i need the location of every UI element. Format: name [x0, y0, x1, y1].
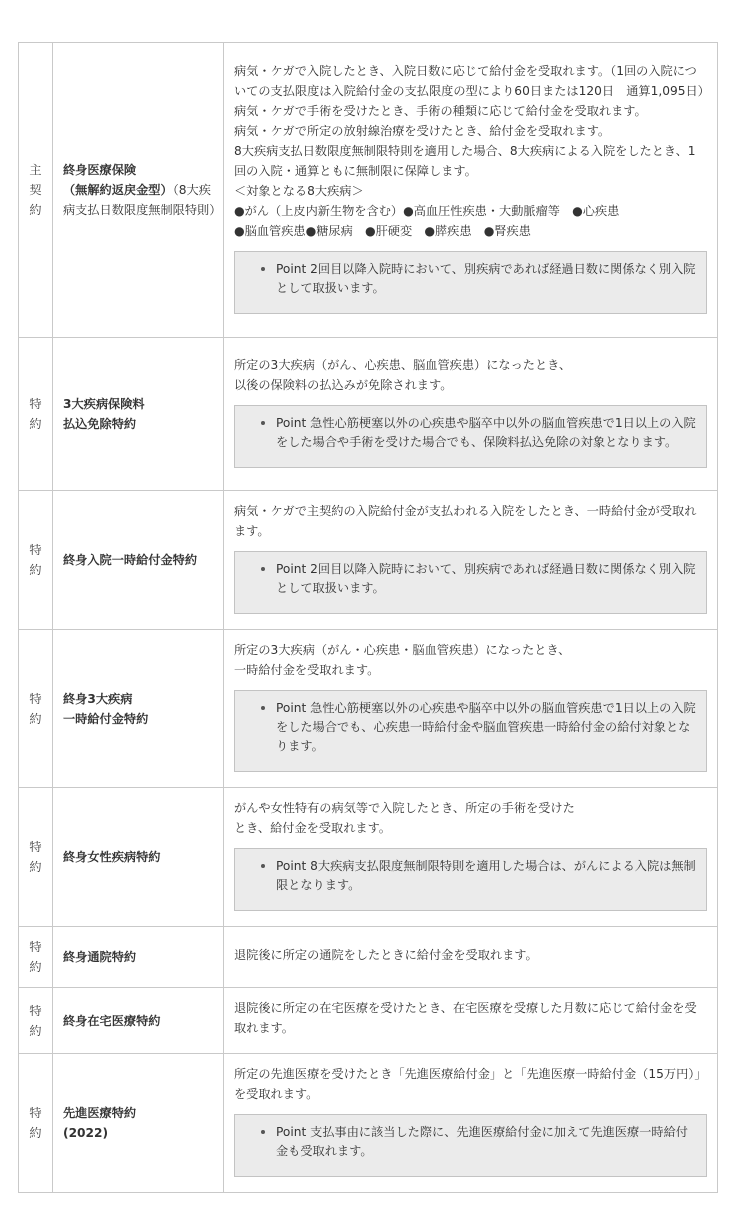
- contract-type-char: 約: [29, 1126, 42, 1140]
- bullet-icon: [261, 567, 265, 571]
- point-text: Point 2回目以降入院時において、別疾病であれば経過日数に関係なく別入院として取扱います。: [276, 262, 696, 295]
- bullet-icon: [261, 421, 265, 425]
- bullet-icon: [261, 267, 265, 271]
- benefit-name-note: （8大疾病支払日数限度無制限特則）: [63, 183, 222, 217]
- contract-type-cell: [19, 788, 53, 927]
- contract-type-cell: [19, 927, 53, 988]
- description-line: 退院後に所定の在宅医療を受けたとき、在宅医療を受療した月数に応じて給付金を受取れます。: [234, 1001, 697, 1035]
- point-text: Point 支払事由に該当した際に、先進医療給付金に加えて先進医療一時給付金も受取れます。: [276, 1125, 688, 1158]
- contract-type-char: 主: [29, 163, 42, 177]
- benefit-row: [19, 927, 718, 988]
- contract-type-char: 約: [29, 417, 42, 431]
- description-line: がんや女性特有の病気等で入院したとき、所定の手術を受けた: [234, 801, 575, 815]
- benefit-name: 先進医療特約: [63, 1106, 137, 1120]
- benefit-name: 終身医療保険: [63, 163, 137, 177]
- benefit-name-cell: [53, 43, 224, 338]
- benefit-name: 払込免除特約: [63, 417, 137, 431]
- benefits-table: [18, 42, 718, 1193]
- description-line: 所定の3大疾病（がん、心疾患、脳血管疾患）になったとき、: [234, 358, 572, 372]
- benefit-row: [19, 338, 718, 491]
- point-box: [234, 551, 707, 614]
- bullet-icon: [261, 1130, 265, 1134]
- contract-type-cell: [19, 1054, 53, 1193]
- contract-type-char: 特: [29, 1003, 42, 1018]
- contract-type-char: 特: [29, 940, 42, 954]
- point-box: [234, 251, 707, 314]
- benefit-name: 終身3大疾病: [63, 691, 133, 706]
- contract-type-char: 特: [29, 543, 42, 557]
- description-line: ●がん（上皮内新生物を含む）●高血圧性疾患・大動脈瘤等 ●心疾患: [234, 204, 620, 218]
- benefit-name: 終身入院一時給付金特約: [63, 553, 198, 567]
- benefit-description-cell: [224, 988, 718, 1054]
- description-line: 病気・ケガで所定の放射線治療を受けたとき、給付金を受取れます。: [234, 124, 611, 138]
- contract-type-cell: [19, 491, 53, 630]
- benefit-name-cell: [53, 988, 224, 1054]
- benefit-name: (2022): [63, 1126, 109, 1140]
- contract-type-char: 契: [29, 183, 42, 197]
- benefit-description-cell: [224, 630, 718, 788]
- benefit-name-cell: [53, 1054, 224, 1193]
- benefit-name-cell: [53, 630, 224, 788]
- point-text: Point 8大疾病支払限度無制限特則を適用した場合は、がんによる入院は無制限となります。: [276, 859, 696, 892]
- benefit-description-cell: [224, 1054, 718, 1193]
- benefit-name-cell: [53, 338, 224, 491]
- contract-type-cell: [19, 43, 53, 338]
- benefit-name: 終身女性疾病特約: [63, 850, 161, 864]
- bullet-icon: [261, 706, 265, 710]
- benefit-description-cell: [224, 491, 718, 630]
- contract-type-cell: [19, 630, 53, 788]
- contract-type-char: 約: [29, 860, 42, 874]
- description-line: 病気・ケガで主契約の入院給付金が支払われる入院をしたとき、一時給付金が受取れます。: [234, 504, 697, 538]
- benefit-row: [19, 1054, 718, 1193]
- benefit-name: 3大疾病保険料: [63, 397, 145, 411]
- benefit-row: [19, 491, 718, 630]
- benefit-name-cell: [53, 788, 224, 927]
- benefit-name: 一時給付金特約: [63, 711, 149, 726]
- description-line: 所定の3大疾病（がん・心疾患・脳血管疾患）になったとき、: [234, 643, 571, 657]
- benefit-row: [19, 630, 718, 788]
- benefit-description-cell: [224, 788, 718, 927]
- description-line: 病気・ケガで入院したとき、入院日数に応じて給付金を受取れます。（1回の入院についての支払限度は入院給付金の支払限度の型により60日または120日 通算1,095日）: [234, 64, 710, 98]
- contract-type-char: 約: [29, 960, 42, 974]
- benefit-name-cell: [53, 927, 224, 988]
- point-text: Point 2回目以降入院時において、別疾病であれば経過日数に関係なく別入院として取扱います。: [276, 562, 696, 595]
- point-box: [234, 690, 707, 772]
- contract-type-cell: [19, 988, 53, 1054]
- bullet-icon: [261, 864, 265, 868]
- description-line: 病気・ケガで手術を受けたとき、手術の種類に応じて給付金を受取れます。: [234, 104, 647, 118]
- description-line: 退院後に所定の通院をしたときに給付金を受取れます。: [234, 947, 538, 962]
- point-text: Point 急性心筋梗塞以外の心疾患や脳卒中以外の脳血管疾患で1日以上の入院をした場合や手術を受けた場合でも、保険料払込免除の対象となります。: [276, 416, 696, 449]
- benefit-description-cell: [224, 927, 718, 988]
- point-box: [234, 848, 707, 911]
- point-text: Point 急性心筋梗塞以外の心疾患や脳卒中以外の脳血管疾患で1日以上の入院をした場合でも、心疾患一時給付金や脳血管疾患一時給付金の給付対象となります。: [276, 701, 696, 753]
- benefit-description-cell: [224, 43, 718, 338]
- description-line: ●脳血管疾患●糖尿病 ●肝硬変 ●膵疾患 ●腎疾患: [234, 224, 531, 238]
- contract-type-char: 約: [29, 563, 42, 577]
- benefit-name-cell: [53, 491, 224, 630]
- benefit-description-cell: [224, 338, 718, 491]
- benefit-name: （無解約返戻金型）: [63, 183, 173, 197]
- contract-type-char: 特: [29, 397, 42, 411]
- benefit-row: [19, 788, 718, 927]
- benefit-row: [19, 43, 718, 338]
- description-line: ＜対象となる8大疾病＞: [234, 184, 364, 198]
- benefits-table-body: [19, 43, 718, 1193]
- contract-type-char: 特: [29, 840, 42, 854]
- description-line: とき、給付金を受取れます。: [234, 821, 391, 835]
- contract-type-char: 特: [29, 691, 42, 706]
- benefit-row: [19, 988, 718, 1054]
- contract-type-char: 約: [29, 1023, 42, 1038]
- contract-type-char: 特: [29, 1106, 42, 1120]
- benefit-name: 終身通院特約: [63, 950, 137, 964]
- contract-type-char: 約: [29, 203, 42, 217]
- description-line: 8大疾病支払日数限度無制限特則を適用した場合、8大疾病による入院をしたとき、1回の入院・通算ともに無制限に保障します。: [234, 144, 696, 178]
- contract-type-char: 約: [29, 711, 42, 726]
- benefit-name: 終身在宅医療特約: [63, 1013, 161, 1028]
- description-line: 所定の先進医療を受けたとき「先進医療給付金」と「先進医療一時給付金（15万円）」を受取れます。: [234, 1067, 707, 1101]
- point-box: [234, 1114, 707, 1177]
- description-line: 以後の保険料の払込みが免除されます。: [234, 378, 453, 392]
- contract-type-cell: [19, 338, 53, 491]
- description-line: 一時給付金を受取れます。: [234, 663, 380, 677]
- point-box: [234, 405, 707, 468]
